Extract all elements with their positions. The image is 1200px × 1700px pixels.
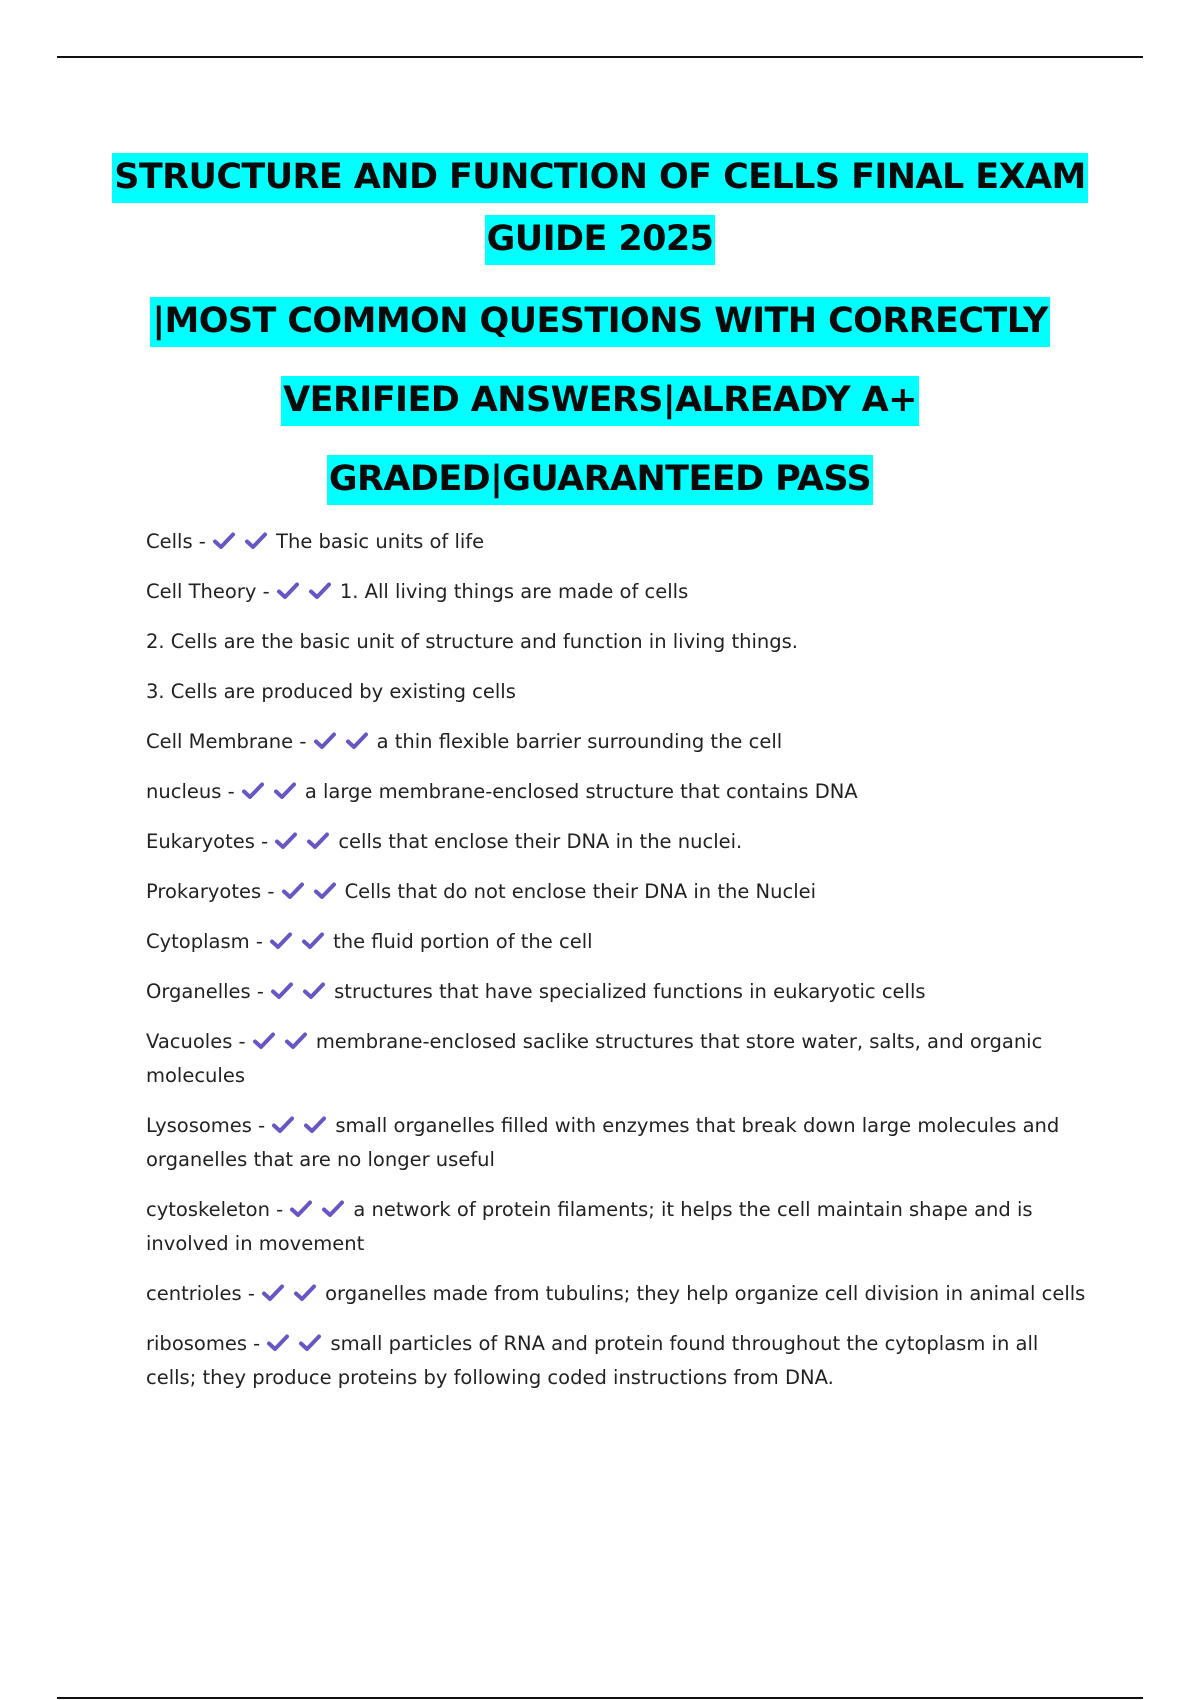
check-icon [293,1283,317,1303]
glossary-entry [146,975,1086,1009]
check-icon [301,931,325,951]
entry-definition: membrane-enclosed saclike structures that store water, salts, and organic molecules [146,1030,1043,1087]
title-line-4-text: VERIFIED ANSWERS|ALREADY A+ [281,376,919,426]
title-line-1-text: STRUCTURE AND FUNCTION OF CELLS FINAL EXAM [112,153,1087,203]
glossary-entry [146,725,1086,759]
check-icon [298,1333,322,1353]
entry-definition: Cells that do not enclose their DNA in the Nuclei [344,880,817,903]
glossary-entry [146,875,1086,909]
entry-definition: small organelles filled with enzymes that break down large molecules and organelles that are no longer useful [146,1114,1060,1171]
entry-definition: a large membrane-enclosed structure that contains DNA [304,780,858,803]
entry-term: cytoskeleton - [146,1198,284,1221]
check-icon [306,831,330,851]
entry-text: 2. Cells are the basic unit of structure and function in living things. [146,630,798,653]
entry-definition: structures that have specialized functions in eukaryotic cells [334,980,926,1003]
glossary-entry [146,675,1086,709]
entry-term: Organelles - [146,980,264,1003]
entry-definition: cells that enclose their DNA in the nuclei. [338,830,743,853]
title-line-5 [0,440,1200,519]
glossary-entry [146,1193,1086,1261]
check-icon [252,1031,276,1051]
entry-definition: 1. All living things are made of cells [339,580,689,603]
title-line-3-text: |MOST COMMON QUESTIONS WITH CORRECTLY [150,297,1049,347]
entry-term: Prokaryotes - [146,880,275,903]
check-icon [284,1031,308,1051]
check-icon [281,881,305,901]
glossary-entry [146,625,1086,659]
glossary-entry [146,575,1086,609]
check-icon [274,831,298,851]
entry-definition: The basic units of life [276,530,485,553]
entry-definition: a network of protein filaments; it helps the cell maintain shape and is involved in movement [146,1198,1033,1255]
entry-term: Vacuoles - [146,1030,246,1053]
entry-definition: the fluid portion of the cell [333,930,593,953]
entry-definition: a thin flexible barrier surrounding the cell [376,730,783,753]
glossary-entry [146,1327,1086,1395]
entry-term: Cytoplasm - [146,930,263,953]
entry-definition: organelles made from tubulins; they help organize cell division in animal cells [325,1282,1086,1305]
document-title [0,146,1200,519]
glossary-entry [146,825,1086,859]
entry-text: 3. Cells are produced by existing cells [146,680,516,703]
entry-term: Cell Theory - [146,580,270,603]
top-rule [57,56,1143,58]
check-icon [289,1199,313,1219]
title-line-5-text: GRADED|GUARANTEED PASS [327,455,873,505]
entry-term: Lysosomes - [146,1114,266,1137]
check-icon [321,1199,345,1219]
entry-term: Cell Membrane - [146,730,307,753]
check-icon [276,581,300,601]
title-line-2-text: GUIDE 2025 [485,215,716,265]
check-icon [266,1333,290,1353]
title-line-4 [0,361,1200,440]
check-icon [308,581,332,601]
entry-term: Eukaryotes - [146,830,269,853]
check-icon [273,781,297,801]
title-line-3 [0,282,1200,361]
bottom-rule [57,1697,1143,1699]
entry-term: Cells - [146,530,206,553]
glossary-entry [146,925,1086,959]
glossary-entry [146,1025,1086,1093]
title-line-1 [0,146,1200,208]
check-icon [269,931,293,951]
entry-term: nucleus - [146,780,235,803]
check-icon [302,981,326,1001]
check-icon [261,1283,285,1303]
glossary-entry [146,525,1086,559]
check-icon [303,1115,327,1135]
entry-definition: small particles of RNA and protein found throughout the cytoplasm in all cells; they produce proteins by following coded instructions from DNA. [146,1332,1039,1389]
entry-term: ribosomes - [146,1332,261,1355]
check-icon [313,881,337,901]
glossary-entry [146,1277,1086,1311]
check-icon [270,981,294,1001]
check-icon [212,531,236,551]
glossary-entry [146,775,1086,809]
entry-term: centrioles - [146,1282,255,1305]
check-icon [244,531,268,551]
check-icon [345,731,369,751]
glossary-entry [146,1109,1086,1177]
title-line-2 [0,208,1200,270]
check-icon [271,1115,295,1135]
glossary-list [146,525,1086,1411]
check-icon [241,781,265,801]
check-icon [313,731,337,751]
